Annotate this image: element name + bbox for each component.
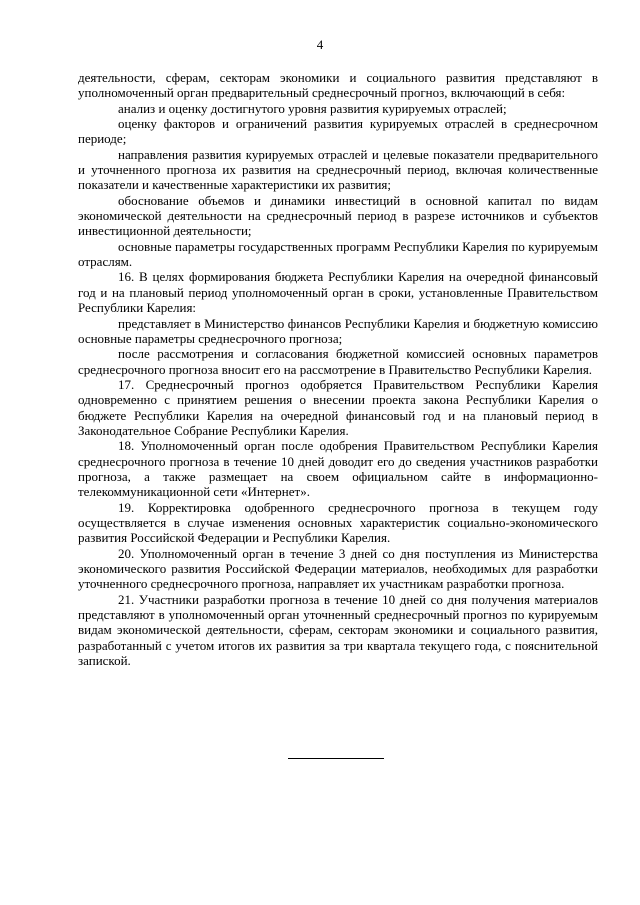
list-item-directions: направления развития курируемых отраслей и целевые показатели предварительного и уточненного прогноза их развития на среднесрочный период, включая количественные показатели и качественные характеристики их развития; (78, 146, 598, 193)
clause-16: 16. В целях формирования бюджета Республики Карелия на очередной финансовый год и на плановый период уполномоченный орган в сроки, установленные Правительством Республики Карелия: (78, 269, 598, 316)
clause-16-item-present: представляет в Министерство финансов Республики Карелия и бюджетную комиссию основные параметры среднесрочного прогноза; (78, 315, 598, 346)
clause-18: 18. Уполномоченный орган после одобрения Правительством Республики Карелия среднесрочного прогноза в течение 10 дней доводит его до сведения участников разработки прогноза, а также размещает на своем официальном сайте в информационно-телекоммуникационной сети «Интернет». (78, 438, 598, 500)
list-item-factors: оценку факторов и ограничений развития курируемых отраслей в среднесрочном периоде; (78, 116, 598, 147)
clause-21: 21. Участники разработки прогноза в течение 10 дней со дня получения материалов представляют в уполномоченный орган уточненный среднесрочный прогноз по курируемым видам экономической деятельности, сферам, секторам экономики и социального развития, разработанный с учетом итогов их развития за три квартала текущего года, с пояснительной запиской. (78, 591, 598, 669)
clause-16-item-submit: после рассмотрения и согласования бюджетной комиссией основных параметров среднесрочного прогноза вносит его на рассмотрение в Правительство Республики Карелия. (78, 346, 598, 377)
end-separator-line (288, 758, 384, 759)
page-number: 4 (316, 37, 324, 52)
document-body (78, 70, 598, 668)
list-item-investments: обоснование объемов и динамики инвестиций в основной капитал по видам экономической деятельности на среднесрочный период в разрезе источников и субъектов инвестиционной деятельности; (78, 192, 598, 239)
paragraph-continuation: деятельности, сферам, секторам экономики и социального развития представляют в уполномоченный орган предварительный среднесрочный прогноз, включающий в себя: (78, 70, 598, 101)
list-item-analysis: анализ и оценку достигнутого уровня развития курируемых отраслей; (118, 100, 507, 116)
clause-17: 17. Среднесрочный прогноз одобряется Правительством Республики Карелия одновременно с принятием решения о внесении проекта закона Республики Карелия о бюджете Республики Карелия на очередной финансовый год и на плановый период в Законодательное Собрание Республики Карелия. (78, 376, 598, 438)
list-item-programs: основные параметры государственных программ Республики Карелия по курируемым отраслям. (78, 238, 598, 270)
clause-19: 19. Корректировка одобренного среднесрочного прогноза в текущем году осуществляется в случае изменения основных характеристик социально-экономического развития Российской Федерации и Республики Карелия. (78, 499, 598, 546)
clause-20: 20. Уполномоченный орган в течение 3 дней со дня поступления из Министерства экономического развития Российской Федерации материалов, необходимых для разработки уточненного среднесрочного прогноза, направляет их участникам разработки прогноза. (78, 545, 598, 592)
